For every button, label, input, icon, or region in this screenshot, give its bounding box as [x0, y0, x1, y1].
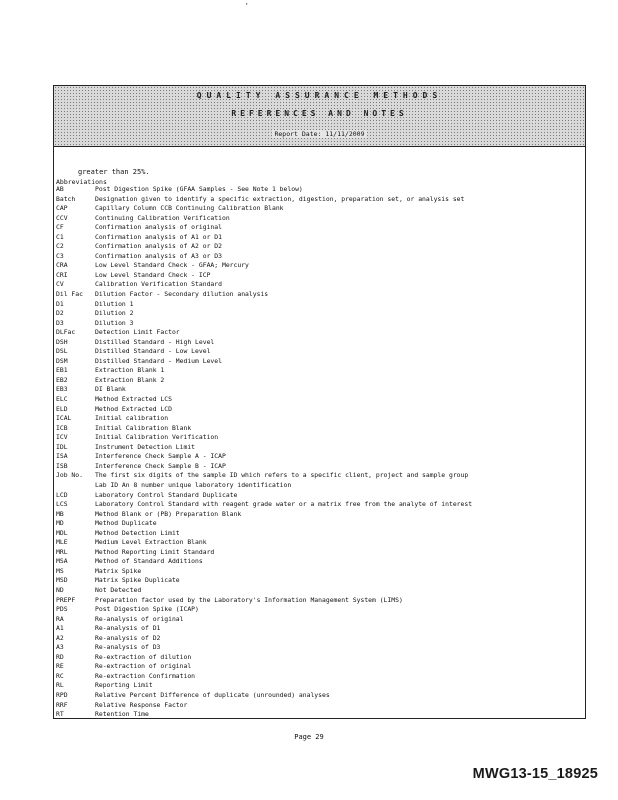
- abbreviations-list: [56, 185, 472, 720]
- abbreviation-description: Initial calibration: [95, 414, 169, 423]
- abbreviation-description: Distilled Standard - High Level: [95, 337, 215, 346]
- report-date-text: Report Date: 11/11/2009: [274, 130, 365, 138]
- abbreviation-description: Laboratory Control Standard Duplicate: [95, 490, 238, 499]
- abbreviation-description: Method Blank or (PB) Preparation Blank: [95, 509, 242, 518]
- abbreviation-description: Confirmation analysis of A3 or D3: [95, 251, 222, 260]
- abbreviation-row: [56, 300, 472, 310]
- abbreviation-description: Post Digestion Spike (GFAA Samples - See Note 1 below): [95, 185, 303, 193]
- abbreviation-row: [56, 596, 472, 606]
- abbreviation-row: [56, 662, 472, 672]
- abbreviation-row: [56, 309, 472, 319]
- abbreviation-description: Instrument Detection Limit: [95, 442, 196, 451]
- abbreviation-row: [56, 510, 472, 520]
- abbreviation-code: DSH: [56, 337, 68, 346]
- abbreviation-description: Dilution Factor - Secondary dilution analysis: [95, 290, 269, 299]
- abbreviation-row: [56, 586, 472, 596]
- abbreviation-code: RA: [56, 614, 64, 623]
- abbreviation-row: [56, 328, 472, 338]
- abbreviation-description: Re-analysis of D1: [95, 624, 161, 633]
- abbreviation-description: Matrix Spike: [95, 566, 142, 575]
- abbreviation-description: Dilution 1: [95, 299, 134, 308]
- abbreviation-code: MD: [56, 519, 64, 528]
- abbreviation-row: [56, 500, 472, 510]
- abbreviation-row: [56, 452, 472, 462]
- abbreviation-code: C2: [56, 242, 64, 251]
- abbreviation-code: [56, 481, 95, 491]
- abbreviation-code: CRI: [56, 270, 68, 279]
- abbreviation-description: Medium Level Extraction Blank: [95, 538, 207, 547]
- abbreviation-row: [56, 233, 472, 243]
- abbreviation-code: C1: [56, 232, 64, 241]
- abbreviation-row: [56, 481, 472, 491]
- abbreviation-code: MDL: [56, 528, 68, 537]
- abbreviation-row: [56, 185, 472, 195]
- abbreviation-description: Method Reporting Limit Standard: [95, 547, 215, 556]
- abbreviation-code: Job No.: [56, 471, 83, 480]
- header-title: QUALITY ASSURANCE METHODS: [196, 91, 443, 100]
- abbreviation-code: CAP: [56, 204, 68, 213]
- abbreviation-description: Re-extraction Confirmation: [95, 671, 196, 680]
- abbreviation-description: Low Level Standard Check - GFAA; Mercury: [95, 261, 249, 270]
- abbreviation-row: [56, 424, 472, 434]
- abbreviation-description: Not Detected: [95, 585, 142, 594]
- abbreviation-code: RC: [56, 671, 64, 680]
- abbreviation-description: Initial Calibration Verification: [95, 433, 219, 442]
- abbreviation-code: LCS: [56, 500, 68, 509]
- abbreviation-row: [56, 538, 472, 548]
- abbreviation-code: D3: [56, 318, 64, 327]
- abbreviation-row: [56, 338, 472, 348]
- abbreviation-row: [56, 443, 472, 453]
- abbreviations-heading: Abbreviations: [56, 178, 107, 186]
- abbreviation-row: [56, 462, 472, 472]
- abbreviation-row: [56, 681, 472, 691]
- abbreviation-row: [56, 261, 472, 271]
- abbreviation-row: [56, 405, 472, 415]
- abbreviation-code: ISB: [56, 461, 68, 470]
- abbreviation-row: [56, 567, 472, 577]
- abbreviation-description: Interference Check Sample B - ICAP: [95, 461, 226, 470]
- abbreviation-code: MS: [56, 566, 64, 575]
- abbreviation-code: CV: [56, 280, 64, 289]
- abbreviation-code: LCD: [56, 490, 68, 499]
- abbreviation-code: MSA: [56, 557, 68, 566]
- abbreviation-code: ND: [56, 585, 64, 594]
- abbreviation-row: [56, 605, 472, 615]
- abbreviation-code: IDL: [56, 442, 68, 451]
- abbreviation-description: Calibration Verification Standard: [95, 280, 222, 289]
- page-mark: ·: [244, 0, 250, 10]
- abbreviation-description: Method Extracted LCD: [95, 404, 172, 413]
- abbreviation-description: Method of Standard Additions: [95, 557, 203, 566]
- abbreviation-description: Extraction Blank 2: [95, 375, 165, 384]
- abbreviation-row: [56, 214, 472, 224]
- abbreviation-code: Dil Fac: [56, 290, 83, 299]
- report-date: [54, 130, 585, 138]
- abbreviation-description: Method Duplicate: [95, 519, 157, 528]
- abbreviation-description: Lab ID An 8 number unique laboratory identification: [95, 480, 292, 489]
- abbreviation-description: Interference Check Sample A - ICAP: [95, 452, 226, 461]
- abbreviation-code: EB1: [56, 366, 68, 375]
- abbreviation-description: DI Blank: [95, 385, 126, 394]
- abbreviation-code: MRL: [56, 547, 68, 556]
- abbreviation-row: [56, 624, 472, 634]
- abbreviation-code: ICB: [56, 423, 68, 432]
- page-number: Page 29: [294, 733, 324, 741]
- abbreviation-row: [56, 548, 472, 558]
- abbreviation-code: ELD: [56, 404, 68, 413]
- abbreviation-code: AB: [56, 185, 64, 193]
- abbreviation-code: CF: [56, 223, 64, 232]
- abbreviation-description: Re-analysis of D3: [95, 643, 161, 652]
- abbreviation-code: D1: [56, 299, 64, 308]
- abbreviation-description: Confirmation analysis of A1 or D1: [95, 232, 222, 241]
- abbreviation-code: A3: [56, 643, 64, 652]
- abbreviation-code: RL: [56, 681, 64, 690]
- abbreviation-description: Reporting Limit: [95, 681, 153, 690]
- abbreviation-row: [56, 195, 472, 205]
- abbreviation-row: [56, 414, 472, 424]
- abbreviation-row: [56, 433, 472, 443]
- abbreviation-row: [56, 280, 472, 290]
- abbreviation-description: Distilled Standard - Low Level: [95, 347, 211, 356]
- abbreviation-row: [56, 290, 472, 300]
- abbreviation-code: Batch: [56, 194, 76, 203]
- abbreviation-description: Laboratory Control Standard with reagent grade water or a matrix free from the analyte of interest: [95, 500, 473, 509]
- abbreviation-code: EB2: [56, 375, 68, 384]
- abbreviation-description: Confirmation analysis of original: [95, 223, 222, 232]
- abbreviation-code: RD: [56, 652, 64, 661]
- abbreviation-description: Re-analysis of original: [95, 614, 184, 623]
- abbreviation-row: [56, 347, 472, 357]
- abbreviation-code: DSL: [56, 347, 68, 356]
- abbreviation-row: [56, 634, 472, 644]
- abbreviation-row: [56, 366, 472, 376]
- abbreviation-description: Method Extracted LCS: [95, 395, 172, 404]
- abbreviation-description: Extraction Blank 1: [95, 366, 165, 375]
- report-header: [53, 85, 586, 147]
- abbreviation-code: RE: [56, 662, 64, 671]
- abbreviation-row: [56, 576, 472, 586]
- document-id: MWG13-15_18925: [472, 766, 598, 782]
- abbreviation-code: MLE: [56, 538, 68, 547]
- abbreviation-code: MB: [56, 509, 64, 518]
- abbreviation-code: DLFac: [56, 328, 76, 337]
- abbreviation-description: Capillary Column CCB Continuing Calibration Blank: [95, 204, 284, 213]
- abbreviation-row: [56, 223, 472, 233]
- abbreviation-description: Confirmation analysis of A2 or D2: [95, 242, 222, 251]
- abbreviation-code: CRA: [56, 261, 68, 270]
- abbreviation-description: Re-extraction of original: [95, 662, 192, 671]
- abbreviation-code: ICAL: [56, 414, 72, 423]
- abbreviation-code: RT: [56, 710, 64, 719]
- abbreviation-description: Method Detection Limit: [95, 528, 180, 537]
- abbreviation-code: PREPF: [56, 595, 76, 604]
- abbreviation-code: D2: [56, 309, 64, 318]
- abbreviation-description: Designation given to identify a specific extraction, digestion, preparation set, or analysis set: [95, 194, 465, 203]
- abbreviation-row: [56, 271, 472, 281]
- abbreviation-row: [56, 242, 472, 252]
- header-subtitle: REFERENCES AND NOTES: [231, 109, 408, 118]
- abbreviation-row: [56, 710, 472, 720]
- abbreviation-row: [56, 204, 472, 214]
- abbreviation-row: [56, 519, 472, 529]
- abbreviation-description: Continuing Calibration Verification: [95, 213, 230, 222]
- abbreviation-code: MSD: [56, 576, 68, 585]
- abbreviation-code: CCV: [56, 213, 68, 222]
- abbreviation-description: Re-extraction of dilution: [95, 652, 192, 661]
- abbreviation-description: Relative Percent Difference of duplicate (unrounded) analyses: [95, 690, 330, 699]
- abbreviation-row: [56, 491, 472, 501]
- abbreviation-description: Post Digestion Spike (ICAP): [95, 605, 199, 614]
- abbreviation-row: [56, 385, 472, 395]
- abbreviation-code: A1: [56, 624, 64, 633]
- abbreviation-code: ISA: [56, 452, 68, 461]
- abbreviation-description: Distilled Standard - Medium Level: [95, 356, 222, 365]
- abbreviation-row: [56, 529, 472, 539]
- abbreviation-description: Dilution 2: [95, 309, 134, 318]
- abbreviation-description: Preparation factor used by the Laboratory's Information Management System (LIMS): [95, 595, 403, 604]
- abbreviation-row: [56, 672, 472, 682]
- abbreviation-description: Low Level Standard Check - ICP: [95, 270, 211, 279]
- abbreviation-description: Relative Response Factor: [95, 700, 188, 709]
- abbreviation-code: ELC: [56, 395, 68, 404]
- abbreviation-code: RRF: [56, 700, 68, 709]
- abbreviation-description: Matrix Spike Duplicate: [95, 576, 180, 585]
- abbreviation-code: EB3: [56, 385, 68, 394]
- abbreviation-row: [56, 319, 472, 329]
- abbreviation-row: [56, 357, 472, 367]
- abbreviation-code: C3: [56, 251, 64, 260]
- abbreviation-row: [56, 653, 472, 663]
- abbreviation-row: [56, 615, 472, 625]
- abbreviation-row: [56, 643, 472, 653]
- abbreviation-code: A2: [56, 633, 64, 642]
- abbreviation-row: [56, 691, 472, 701]
- abbreviation-row: [56, 557, 472, 567]
- abbreviation-description: Detection Limit Factor: [95, 328, 180, 337]
- abbreviation-description: Re-analysis of D2: [95, 633, 161, 642]
- abbreviation-row: [56, 395, 472, 405]
- abbreviation-code: DSM: [56, 356, 68, 365]
- abbreviation-row: [56, 701, 472, 711]
- abbreviation-row: [56, 471, 472, 481]
- abbreviation-row: [56, 376, 472, 386]
- abbreviation-description: The first six digits of the sample ID which refers to a specific client, project and sample group: [95, 471, 469, 480]
- abbreviation-code: ICV: [56, 433, 68, 442]
- abbreviation-description: Dilution 3: [95, 318, 134, 327]
- abbreviation-description: Retention Time: [95, 710, 149, 719]
- intro-text: greater than 25%.: [78, 168, 150, 176]
- abbreviation-code: RPD: [56, 690, 68, 699]
- abbreviation-code: PDS: [56, 605, 68, 614]
- abbreviation-description: Initial Calibration Blank: [95, 423, 192, 432]
- abbreviation-row: [56, 252, 472, 262]
